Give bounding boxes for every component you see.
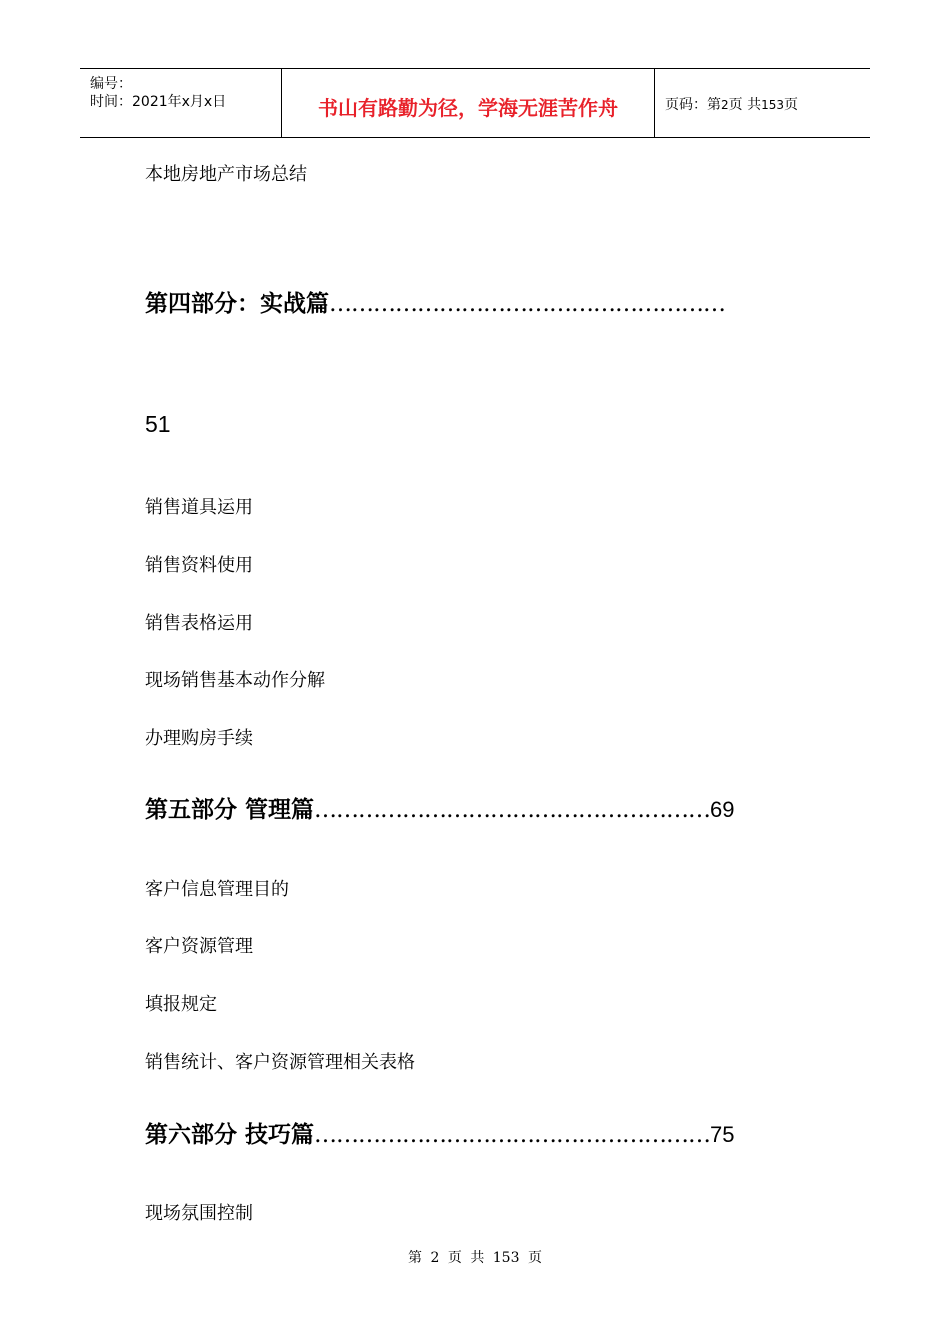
toc-section-6 [145,1116,735,1149]
list-item: 填报规定 [145,994,217,1015]
list-item: 现场氛围控制 [145,1203,253,1224]
footer-mid1: 页 [447,1250,462,1266]
toc-section-4 [145,285,725,318]
document-header [80,68,870,138]
list-item: 销售道具运用 [145,497,253,518]
motto: 书山有路勤为径，学海无涯苦作舟 [318,96,618,120]
list-item: 销售统计、客户资源管理相关表格 [145,1052,415,1073]
header-info-cell [80,69,282,137]
list-item: 客户资源管理 [145,936,253,957]
page-total: 153 [761,98,784,112]
toc-section-5 [145,791,735,824]
list-item: 销售资料使用 [145,555,253,576]
time-label: 时间：2021年x月x日 [90,94,227,110]
header-page-cell [655,69,870,137]
section-title: 第六部分 技巧篇 [145,1121,315,1148]
page-label: 页码：第 [665,97,721,113]
section-title: 第四部分：实战篇 [145,290,329,317]
footer-post: 页 [527,1250,542,1266]
footer-mid2: 共 [470,1250,485,1266]
section-4-page-number: 51 [145,411,171,437]
leader-dots: ……………………………………………… [314,797,711,823]
section-page-number: 69 [710,797,735,822]
list-item: 办理购房手续 [145,728,253,749]
leader-dots: ……………………………………………… [314,1122,711,1148]
footer-pre: 第 [408,1250,423,1266]
page-footer [0,1247,950,1267]
header-page-info [665,94,798,114]
leader-dots: ……………………………………………… [329,291,725,317]
toc-item-market-summary: 本地房地产市场总结 [145,164,307,185]
header-motto-cell [282,69,655,137]
list-item: 销售表格运用 [145,613,253,634]
number-label: 编号： [90,76,132,92]
section-title: 第五部分 管理篇 [145,796,315,823]
list-item: 现场销售基本动作分解 [145,670,325,691]
footer-total: 153 [492,1250,520,1266]
page-end: 页 [784,97,798,113]
page-mid: 页 共 [728,97,762,113]
footer-current: 2 [430,1250,440,1266]
list-item: 客户信息管理目的 [145,879,289,900]
section-page-number: 75 [710,1122,735,1147]
page-current: 2 [721,98,729,112]
